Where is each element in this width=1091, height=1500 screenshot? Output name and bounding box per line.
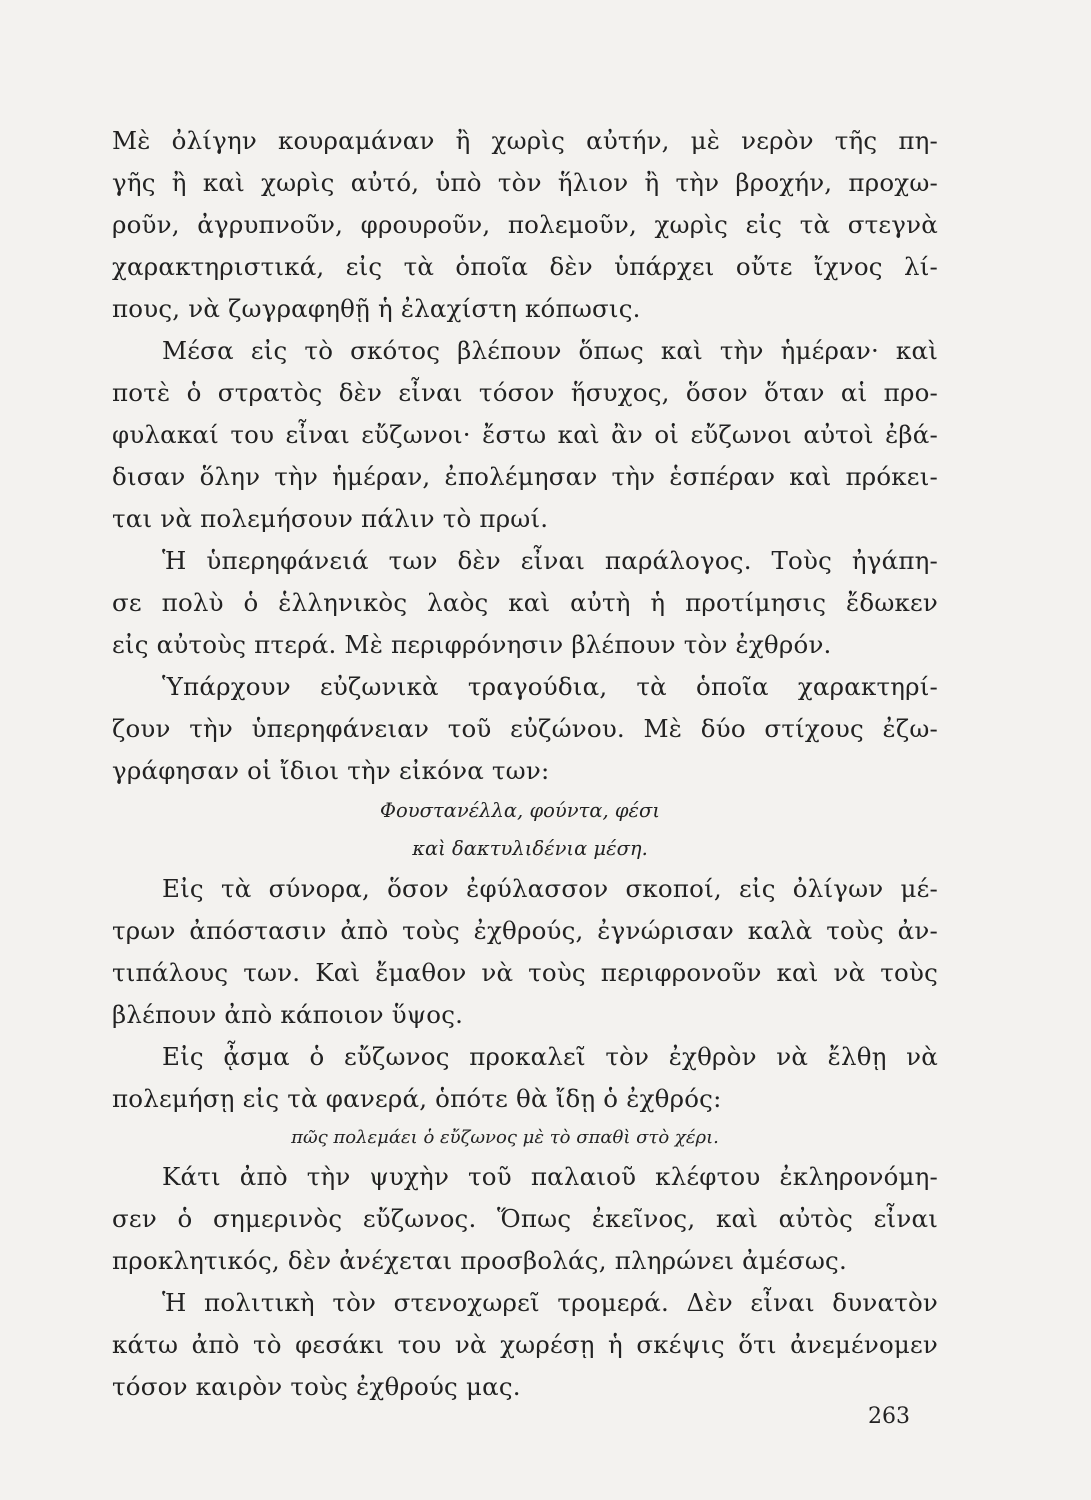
text-line: σε πολὺ ὁ ἑλληνικὸς λαὸς καὶ αὐτὴ ἡ προτίμησις ἔδωκεν: [112, 588, 938, 617]
text-line: Ἡ ὑπερηφάνειά των δὲν εἶναι παράλογος. Τοὺς ἠγάπη-: [162, 546, 938, 575]
verse-line: Φουστανέλλα, φούντα, φέσι: [380, 799, 660, 822]
text-line: Ἡ πολιτικὴ τὸν στενοχωρεῖ τρομερά. Δὲν εἶναι δυνατὸν: [162, 1288, 938, 1317]
text-line: σεν ὁ σημερινὸς εὔζωνος. Ὅπως ἐκεῖνος, καὶ αὐτὸς εἶναι: [112, 1204, 938, 1233]
text-line: βλέπουν ἀπὸ κάποιον ὕψος.: [112, 1000, 464, 1029]
text-line: τόσον καιρὸν τοὺς ἐχθρούς μας.: [112, 1372, 521, 1401]
verse-line: πῶς πολεμάει ὁ εὔζωνος μὲ τὸ σπαθὶ στὸ χέρι.: [291, 1127, 719, 1148]
text-line: ται νὰ πολεμήσουν πάλιν τὸ πρωί.: [112, 504, 549, 533]
text-line: Κάτι ἀπὸ τὴν ψυχὴν τοῦ παλαιοῦ κλέφτου ἐκληρονόμη-: [162, 1162, 938, 1191]
text-line: φυλακαί του εἶναι εὔζωνοι· ἔστω καὶ ἂν οἱ εὔζωνοι αὐτοὶ ἐβά-: [112, 420, 938, 449]
text-line: κάτω ἀπὸ τὸ φεσάκι του νὰ χωρέσῃ ἡ σκέψις ὅτι ἀνεμένομεν: [112, 1330, 938, 1359]
text-line: Μὲ ὀλίγην κουραμάναν ἢ χωρὶς αὐτήν, μὲ νερὸν τῆς πη-: [112, 126, 938, 155]
text-line: πους, νὰ ζωγραφηθῇ ἡ ἐλαχίστη κόπωσις.: [112, 294, 641, 323]
text-line: Ὑπάρχουν εὐζωνικὰ τραγούδια, τὰ ὁποῖα χαρακτηρί-: [162, 672, 938, 701]
text-line: πολεμήσῃ εἰς τὰ φανερά, ὁπότε θὰ ἴδῃ ὁ ἐχθρός:: [112, 1084, 722, 1113]
text-line: τρων ἀπόστασιν ἀπὸ τοὺς ἐχθρούς, ἐγνώρισαν καλὰ τοὺς ἀν-: [112, 916, 938, 945]
text-line: εἰς αὐτοὺς πτερά. Μὲ περιφρόνησιν βλέπουν τὸν ἐχθρόν.: [112, 630, 832, 659]
text-line: γράφησαν οἱ ἴδιοι τὴν εἰκόνα των:: [112, 756, 550, 785]
text-line: ζουν τὴν ὑπερηφάνειαν τοῦ εὐζώνου. Μὲ δύο στίχους ἐζω-: [112, 714, 938, 743]
text-line: τιπάλους των. Καὶ ἔμαθον νὰ τοὺς περιφρονοῦν καὶ νὰ τοὺς: [112, 958, 938, 987]
text-line: Εἰς τὰ σύνορα, ὅσον ἐφύλασσον σκοποί, εἰς ὀλίγων μέ-: [162, 874, 938, 903]
text-line: χαρακτηριστικά, εἰς τὰ ὁποῖα δὲν ὑπάρχει οὔτε ἴχνος λί-: [112, 252, 938, 281]
text-line: Μέσα εἰς τὸ σκότος βλέπουν ὅπως καὶ τὴν ἡμέραν· καὶ: [162, 336, 938, 365]
text-line: Εἰς ᾆσμα ὁ εὔζωνος προκαλεῖ τὸν ἐχθρὸν νὰ ἔλθῃ νὰ: [162, 1042, 938, 1071]
text-line: γῆς ἢ καὶ χωρὶς αὐτό, ὑπὸ τὸν ἥλιον ἢ τὴν βροχήν, προχω-: [112, 168, 938, 197]
text-line: ποτὲ ὁ στρατὸς δὲν εἶναι τόσον ἥσυχος, ὅσον ὅταν αἱ προ-: [112, 378, 938, 407]
page-number: 263: [868, 1404, 910, 1429]
verse-line: καὶ δακτυλιδένια μέση.: [412, 837, 648, 860]
text-line: προκλητικός, δὲν ἀνέχεται προσβολάς, πληρώνει ἀμέσως.: [112, 1246, 847, 1275]
text-line: ροῦν, ἀγρυπνοῦν, φρουροῦν, πολεμοῦν, χωρὶς εἰς τὰ στεγνὰ: [112, 210, 938, 239]
page-body: [112, 120, 938, 1408]
text-line: δισαν ὅλην τὴν ἡμέραν, ἐπολέμησαν τὴν ἑσπέραν καὶ πρόκει-: [112, 462, 938, 491]
